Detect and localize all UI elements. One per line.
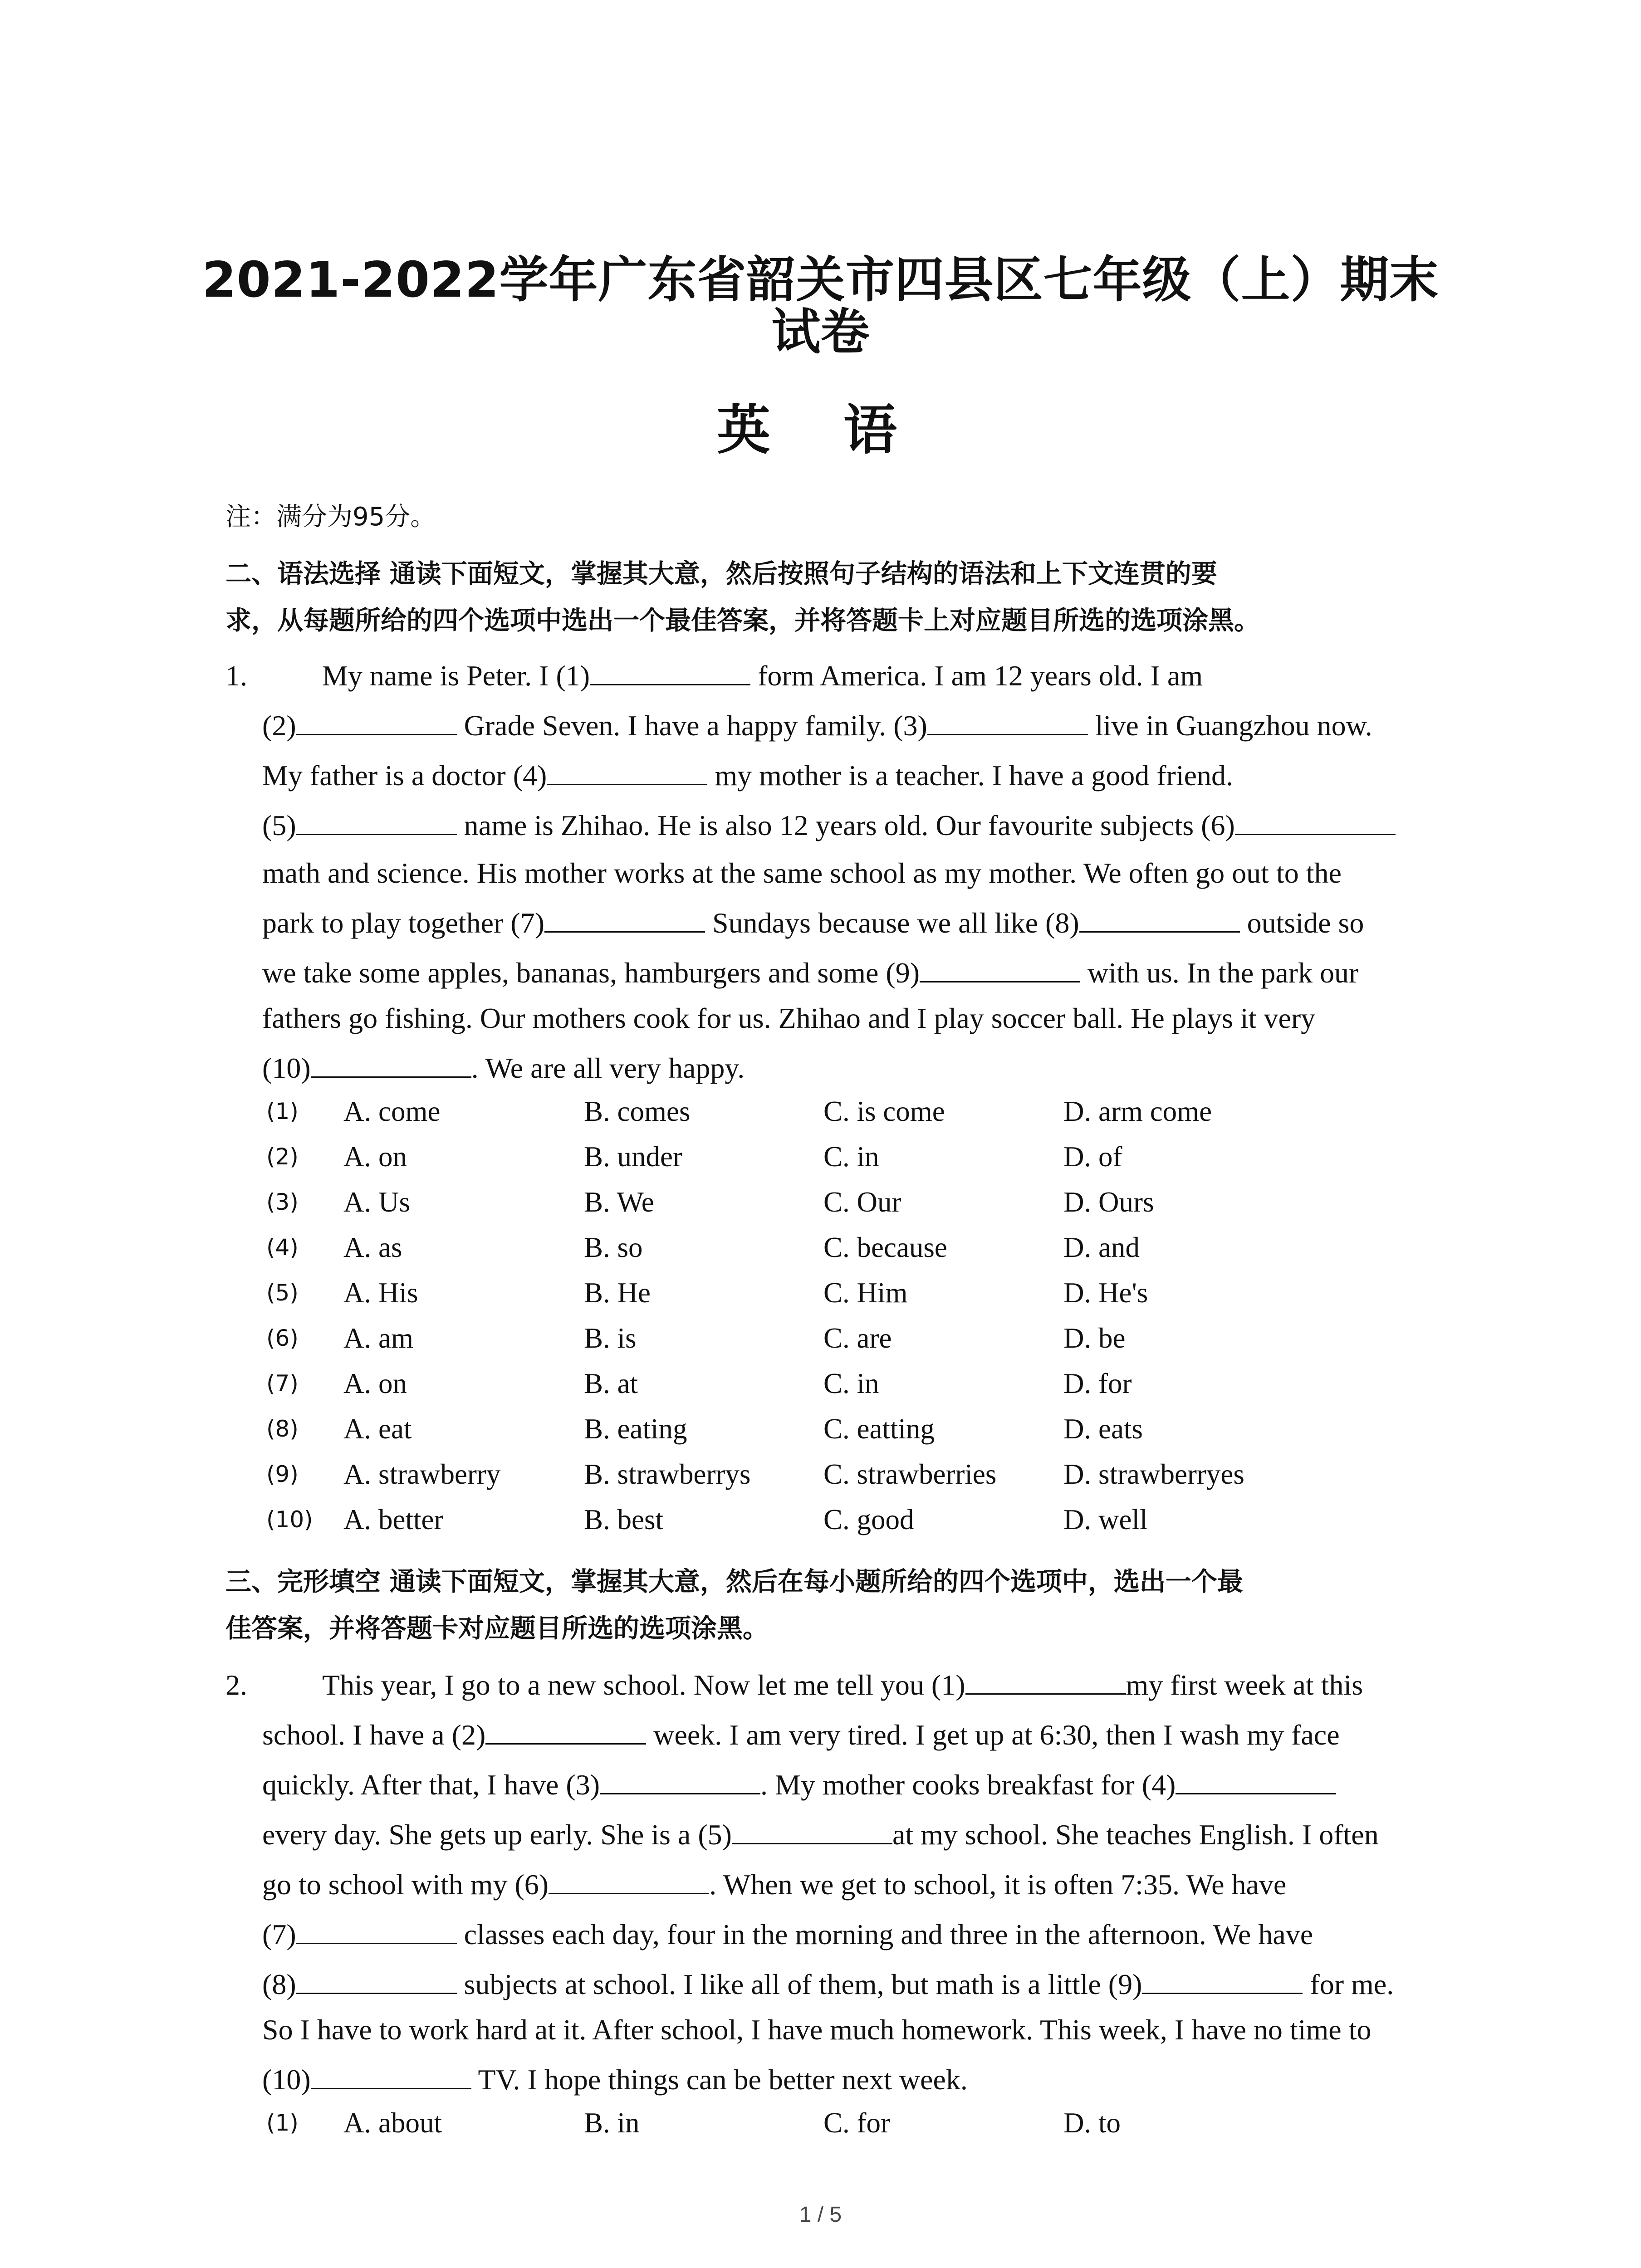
option-a: A. about: [343, 2107, 442, 2139]
page-number: 1 / 5: [799, 2203, 842, 2227]
answer-blank: [927, 707, 1088, 735]
option-number: (7): [266, 1370, 299, 1397]
question-number: 1.: [225, 660, 247, 692]
option-b: B. in: [584, 2107, 640, 2139]
option-a: A. as: [343, 1232, 402, 1263]
option-row: [266, 1452, 1491, 1497]
option-d: D. to: [1063, 2107, 1121, 2139]
option-c: C. Him: [823, 1277, 908, 1309]
option-a: A. am: [343, 1322, 413, 1354]
option-row: [266, 1270, 1491, 1315]
option-c: C. is come: [823, 1095, 945, 1127]
option-c: C. are: [823, 1322, 892, 1354]
answer-blank: [1079, 904, 1240, 933]
passage-line: (10) TV. I hope things can be better next week.: [262, 2059, 968, 2100]
answer-blank: [965, 1666, 1126, 1695]
option-d: D. Ours: [1063, 1186, 1154, 1218]
answer-blank: [296, 807, 457, 835]
option-number: (5): [266, 1280, 299, 1306]
option-row: [266, 2100, 1491, 2146]
option-c: C. in: [823, 1368, 879, 1399]
answer-blank: [920, 954, 1080, 982]
option-d: D. arm come: [1063, 1095, 1212, 1127]
score-note: 注：满分为95分。: [225, 502, 436, 532]
subject-title: 英 语: [716, 399, 925, 461]
option-d: D. be: [1063, 1322, 1126, 1354]
option-row: [266, 1089, 1491, 1134]
passage-line: (7) classes each day, four in the morning and three in the afternoon. We have: [262, 1914, 1313, 1955]
option-number: (3): [266, 1189, 299, 1215]
answer-blank: [549, 1866, 709, 1894]
option-number: (9): [266, 1461, 299, 1487]
passage-line: school. I have a (2) week. I am very tired. I get up at 6:30, then I wash my face: [262, 1715, 1340, 1755]
option-c: C. for: [823, 2107, 890, 2139]
option-a: A. come: [343, 1095, 441, 1127]
answer-blank: [1235, 807, 1396, 835]
option-b: B. comes: [584, 1095, 691, 1127]
option-d: D. and: [1063, 1232, 1140, 1263]
option-d: D. of: [1063, 1141, 1122, 1173]
option-b: B. under: [584, 1141, 682, 1173]
answer-blank: [1176, 1766, 1336, 1794]
passage-line: we take some apples, bananas, hamburgers and some (9) with us. In the park our: [262, 953, 1358, 993]
exam-title-line1: 2021-2022学年广东省韶关市四县区七年级（上）期末: [202, 252, 1439, 308]
option-b: B. We: [584, 1186, 654, 1218]
passage-line: fathers go fishing. Our mothers cook for us. Zhihao and I play soccer ball. He plays it very: [262, 1002, 1316, 1034]
option-row: [266, 1134, 1491, 1179]
option-c: C. Our: [823, 1186, 901, 1218]
passage-line: This year, I go to a new school. Now let me tell you (1) my first week at this: [322, 1665, 1363, 1706]
option-row: [266, 1315, 1491, 1361]
option-a: A. eat: [343, 1413, 412, 1445]
answer-blank: [544, 904, 705, 933]
option-d: D. eats: [1063, 1413, 1143, 1445]
answer-blank: [485, 1716, 646, 1745]
option-b: B. He: [584, 1277, 651, 1309]
passage-line: So I have to work hard at it. After school, I have much homework. This week, I have no time to: [262, 2014, 1372, 2046]
section3-heading-line2: 佳答案，并将答题卡对应题目所选的选项涂黑。: [225, 1613, 769, 1643]
option-a: A. on: [343, 1368, 407, 1399]
section2-heading-line2: 求，从每题所给的四个选项中选出一个最佳答案，并将答题卡上对应题目所选的选项涂黑。: [225, 606, 1260, 635]
answer-blank: [1142, 1965, 1303, 1994]
section3-heading-line1: 三、完形填空 通读下面短文，掌握其大意，然后在每小题所给的四个选项中，选出一个最: [225, 1567, 1243, 1597]
option-a: A. His: [343, 1277, 418, 1309]
option-a: A. on: [343, 1141, 407, 1173]
answer-blank: [296, 1916, 457, 1944]
option-a: A. strawberry: [343, 1458, 501, 1490]
option-a: A. better: [343, 1504, 444, 1535]
passage-line: My father is a doctor (4) my mother is a teacher. I have a good friend.: [262, 755, 1233, 796]
answer-blank: [311, 1049, 471, 1078]
option-c: C. strawberries: [823, 1458, 997, 1490]
option-number: (1): [266, 2110, 299, 2136]
section2-heading-line1: 二、语法选择 通读下面短文，掌握其大意，然后按照句子结构的语法和上下文连贯的要: [225, 559, 1217, 589]
option-number: (8): [266, 1416, 299, 1442]
option-c: C. good: [823, 1504, 914, 1535]
option-d: D. for: [1063, 1368, 1132, 1399]
option-b: B. best: [584, 1504, 664, 1535]
option-c: C. eatting: [823, 1413, 935, 1445]
option-row: [266, 1406, 1491, 1452]
option-row: [266, 1497, 1491, 1542]
answer-blank: [547, 757, 707, 785]
passage-line: math and science. His mother works at the same school as my mother. We often go out to the: [262, 857, 1342, 889]
passage-line: (2) Grade Seven. I have a happy family. (3) live in Guangzhou now.: [262, 705, 1372, 746]
passage-line: (10) . We are all very happy.: [262, 1048, 745, 1089]
option-row: [266, 1179, 1491, 1225]
option-a: A. Us: [343, 1186, 411, 1218]
option-b: B. is: [584, 1322, 637, 1354]
option-c: C. in: [823, 1141, 879, 1173]
option-b: B. so: [584, 1232, 643, 1263]
option-d: D. well: [1063, 1504, 1148, 1535]
option-c: C. because: [823, 1232, 947, 1263]
option-number: (1): [266, 1098, 299, 1124]
exam-title-line2: 试卷: [771, 304, 870, 361]
passage-line: My name is Peter. I (1) form America. I am 12 years old. I am: [322, 655, 1203, 696]
option-d: D. He's: [1063, 1277, 1148, 1309]
passage-line: go to school with my (6) . When we get to school, it is often 7:35. We have: [262, 1864, 1286, 1905]
option-number: (10): [266, 1506, 313, 1533]
passage-line: park to play together (7) Sundays because we all like (8) outside so: [262, 903, 1364, 943]
answer-blank: [296, 707, 457, 735]
passage-line: every day. She gets up early. She is a (5) at my school. She teaches English. I often: [262, 1814, 1379, 1855]
option-row: [266, 1225, 1491, 1270]
passage-line: quickly. After that, I have (3) . My mother cooks breakfast for (4): [262, 1765, 1336, 1805]
option-d: D. strawberryes: [1063, 1458, 1244, 1490]
answer-blank: [600, 1766, 760, 1794]
answer-blank: [296, 1965, 457, 1994]
passage-line: (5) name is Zhihao. He is also 12 years old. Our favourite subjects (6): [262, 805, 1396, 846]
option-b: B. eating: [584, 1413, 687, 1445]
option-b: B. at: [584, 1368, 638, 1399]
answer-blank: [732, 1816, 892, 1844]
answer-blank: [590, 657, 750, 685]
option-b: B. strawberrys: [584, 1458, 751, 1490]
option-row: [266, 1361, 1491, 1406]
question-number: 2.: [225, 1669, 247, 1701]
passage-line: (8) subjects at school. I like all of them, but math is a little (9) for me.: [262, 1964, 1394, 2005]
option-number: (4): [266, 1234, 299, 1261]
option-number: (6): [266, 1325, 299, 1351]
answer-blank: [311, 2061, 471, 2089]
option-number: (2): [266, 1144, 299, 1170]
